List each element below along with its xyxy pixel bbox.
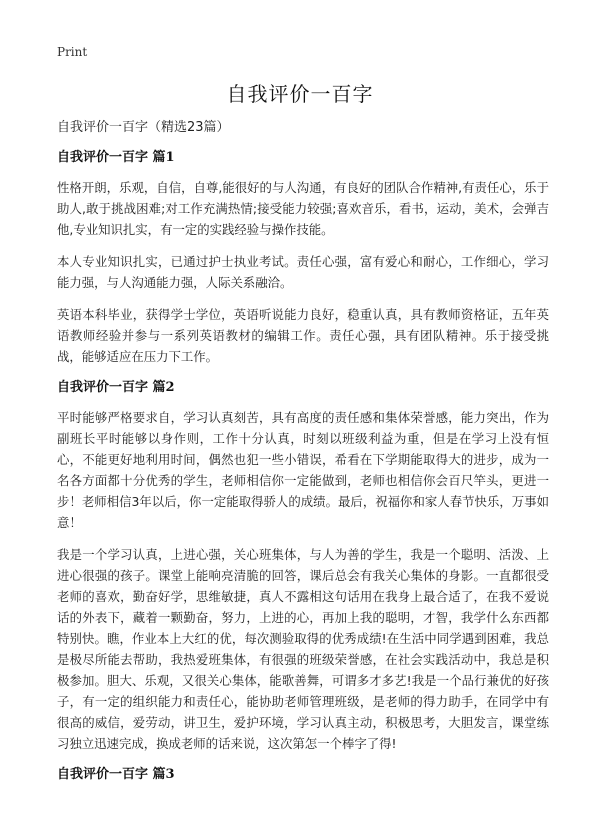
section-heading: 自我评价一百字 篇1 [57, 150, 175, 165]
section-2 [57, 378, 549, 754]
document-subtitle: 自我评价一百字（精选23篇） [57, 120, 230, 135]
paragraph: 英语本科毕业，获得学士学位，英语听说能力良好，稳重认真，具有教师资格证，五年英语教师经验并参与一系列英语教材的编辑工作。责任心强，具有团队精神。乐于接受挑战，能够适应在压力下工作。 [57, 307, 549, 364]
section-heading: 自我评价一百字 篇2 [57, 380, 175, 395]
document-body [57, 118, 549, 794]
page-title: 自我评价一百字 [226, 82, 374, 106]
paragraph: 性格开朗，乐观，自信，自尊,能很好的与人沟通，有良好的团队合作精神,有责任心，乐于助人,敢于挑战困难;对工作充满热情;接受能力较强;喜欢音乐，看书，运动，美术，会弹吉他,专业知识扎实，有一定的实践经验与操作技能。 [57, 180, 549, 237]
section-1 [57, 148, 549, 367]
paragraph: 我是一个学习认真，上进心强，关心班集体，与人为善的学生，我是一个聪明、活泼、上进心很强的孩子。课堂上能响亮清脆的回答，课后总会有我关心集体的身影。一直都很受老师的喜欢，勤奋好学，思维敏捷，真人不露相这句话用在我身上最合适了，在我不爱说话的外表下，藏着一颗勤奋，努力，上进的心，再加上我的聪明，才智，我学什么东西都特别快。瞧，作业本上大红的优，每次测验取得的优秀成绩!在生活中同学遇到困难，我总是极尽所能去帮助，我热爱班集体，有很强的班级荣誉感，在社会实践活动中，我总是积极参加。胆大、乐观，又很关心集体，能歌善舞，可谓多才多艺!我是一个品行兼优的好孩子，有一定的组织能力和责任心，能协助老师管理班级，是老师的得力助手，在同学中有很高的威信，爱劳动，讲卫生，爱护环境，学习认真主动，积极思考，大胆发言，课堂练习独立迅速完成，换成老师的话来说，这次第怎一个棒字了得! [57, 547, 549, 751]
section-3 [57, 765, 549, 785]
section-heading: 自我评价一百字 篇3 [57, 767, 175, 782]
paragraph: 平时能够严格要求自，学习认真刻苦，具有高度的责任感和集体荣誉感，能力突出，作为副班长平时能够以身作则，工作十分认真，时刻以班级利益为重，但是在学习上没有恒心，不能更好地利用时间，偶然也犯一些小错误，希看在下学期能取得大的进步，成为一名各方面都十分优秀的学生，老师相信你一定能做到，老师也相信你会百尺竿头，更进一步！老师相信3年以后，你一定能取得骄人的成绩。最后，祝福你和家人春节快乐，万事如意！ [57, 410, 549, 530]
print-link[interactable]: Print [57, 45, 88, 59]
paragraph: 本人专业知识扎实，已通过护士执业考试。责任心强，富有爱心和耐心，工作细心，学习能力强，与人沟通能力强，人际关系融洽。 [57, 254, 549, 290]
